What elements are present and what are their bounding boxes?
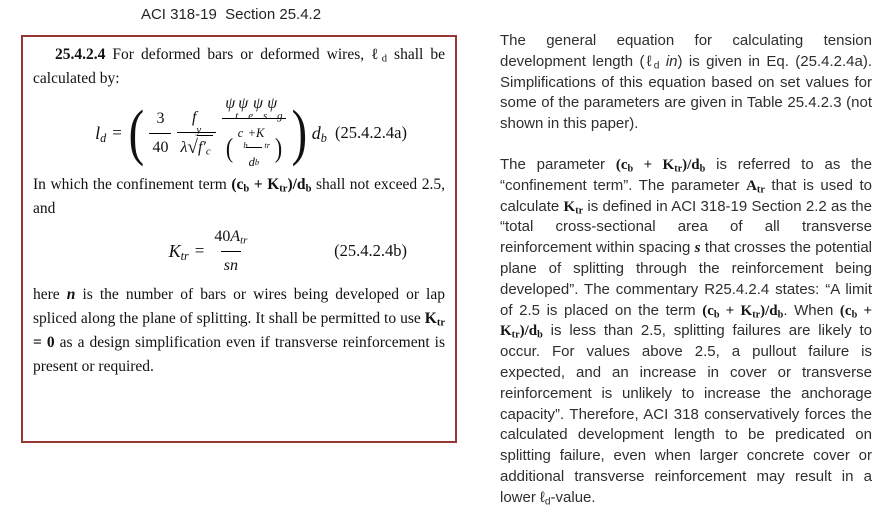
eq-a-fraction-fy <box>177 106 215 160</box>
lambda-symbol: λ <box>180 138 188 156</box>
eq-b-num-coefficient: 40 <box>214 227 231 245</box>
eq-a-rhs: $d_b$ <box>311 123 327 146</box>
confinement-numerator: c b +K tr <box>237 126 271 150</box>
eq-a-open-paren: ( <box>128 98 144 167</box>
eq-b-denominator: sn <box>221 251 241 278</box>
eq-b-label: (25.4.2.4b) <box>334 241 407 260</box>
box-paragraph-confinement: In which the confinement term $(c_b + K_{tr})/d_b$ shall not exceed 2.5, and <box>33 176 445 217</box>
eq-b-num-variable: $A_{tr}$ <box>230 227 248 247</box>
eq-b-expression <box>169 225 254 278</box>
equation-25-4-2-4a <box>33 95 445 171</box>
box-paragraph-note: here n is the number of bars or wires being developed or lap spliced along the plane of splitting. It shall be permitted to use $K_{tr} = 0$ as a design simplification even if transverse reinforcement is present or required. <box>33 286 445 375</box>
page-title: ACI 318-19 Section 25.4.2 <box>140 6 322 23</box>
eq-a-close-paren: ) <box>291 98 308 167</box>
eq-a-f3-open-paren: ( <box>225 132 233 163</box>
eq-b-numerator <box>211 225 250 251</box>
eq-b-lhs: $K_{tr}$ <box>168 241 189 264</box>
right-paragraph-2: The parameter $(c_b + K_{tr})/d_b$ is referred to as the “confinement term”. The parameter $A_{tr}$ that is used to calculate $K_{tr}$ is defined in ACI 318-19 Section 2.2 as the “total cross-sectional area of all transverse reinforcement within spacing s that crosses the potential plane of splitting through the reinforcement being developed”. The commentary R25.4.2.4 states: “A limit of 2.5 is placed on the term $(c_b + K_{tr})/d_b$. When $(c_b + K_{tr})/d_b$ is less than 2.5, splitting failures are likely to occur. For values above 2.5, a pullout failure is expected, and an increase in cover or transverse reinforcement is unlikely to increase the anchorage capacity”. Therefore, ACI 318 conservatively forces the calculated development length to be predicated on splitting failure, even when larger concrete cover or additional transverse reinforcement may result in a lower ℓ$_d$-value. <box>500 155 872 508</box>
eq-a-f3-denominator <box>222 118 286 174</box>
eq-a-fraction-psi <box>222 92 286 174</box>
code-excerpt-box <box>21 35 457 443</box>
eq-a-label: (25.4.2.4a) <box>335 123 407 142</box>
confinement-denominator: d b <box>246 147 263 174</box>
eq-a-f3-close-paren: ) <box>274 132 283 163</box>
eq-a-f3-numerator: ψ t ψ e ψ s ψ g <box>225 95 283 122</box>
sqrt-argument: $f'_c$ <box>197 135 213 160</box>
sqrt-radical-symbol: √ <box>187 136 198 158</box>
right-paragraph-1: The general equation for calculating tension development length (ℓ$_d$ in) is given in Eq. (25.4.2.4a). Simplifications of this equation based on set values for some of the parameters are given in Table 25.4.2.3 (not shown in this paper). <box>500 32 872 133</box>
eq-a-f2-numerator: f y <box>191 109 202 136</box>
right-column <box>500 31 872 529</box>
eq-b-fraction <box>211 225 250 278</box>
eq-a-equals-sign: = <box>112 123 122 142</box>
eq-b-equals-sign: = <box>194 241 205 260</box>
eq-a-f2-denominator <box>177 132 215 160</box>
box-paragraph-intro: 25.4.2.4 For deformed bars or deformed wires, ℓ$_d$ shall be calculated by: <box>33 46 446 87</box>
confinement-term-fraction <box>235 121 273 174</box>
eq-a-lhs: $l_d$ <box>95 123 107 146</box>
eq-a-f1-numerator: 3 <box>156 109 165 127</box>
eq-a-expression <box>95 92 327 174</box>
equation-25-4-2-4b <box>33 225 445 277</box>
eq-a-f1-denominator: 40 <box>149 133 171 160</box>
eq-a-fraction-3-40 <box>149 107 171 160</box>
